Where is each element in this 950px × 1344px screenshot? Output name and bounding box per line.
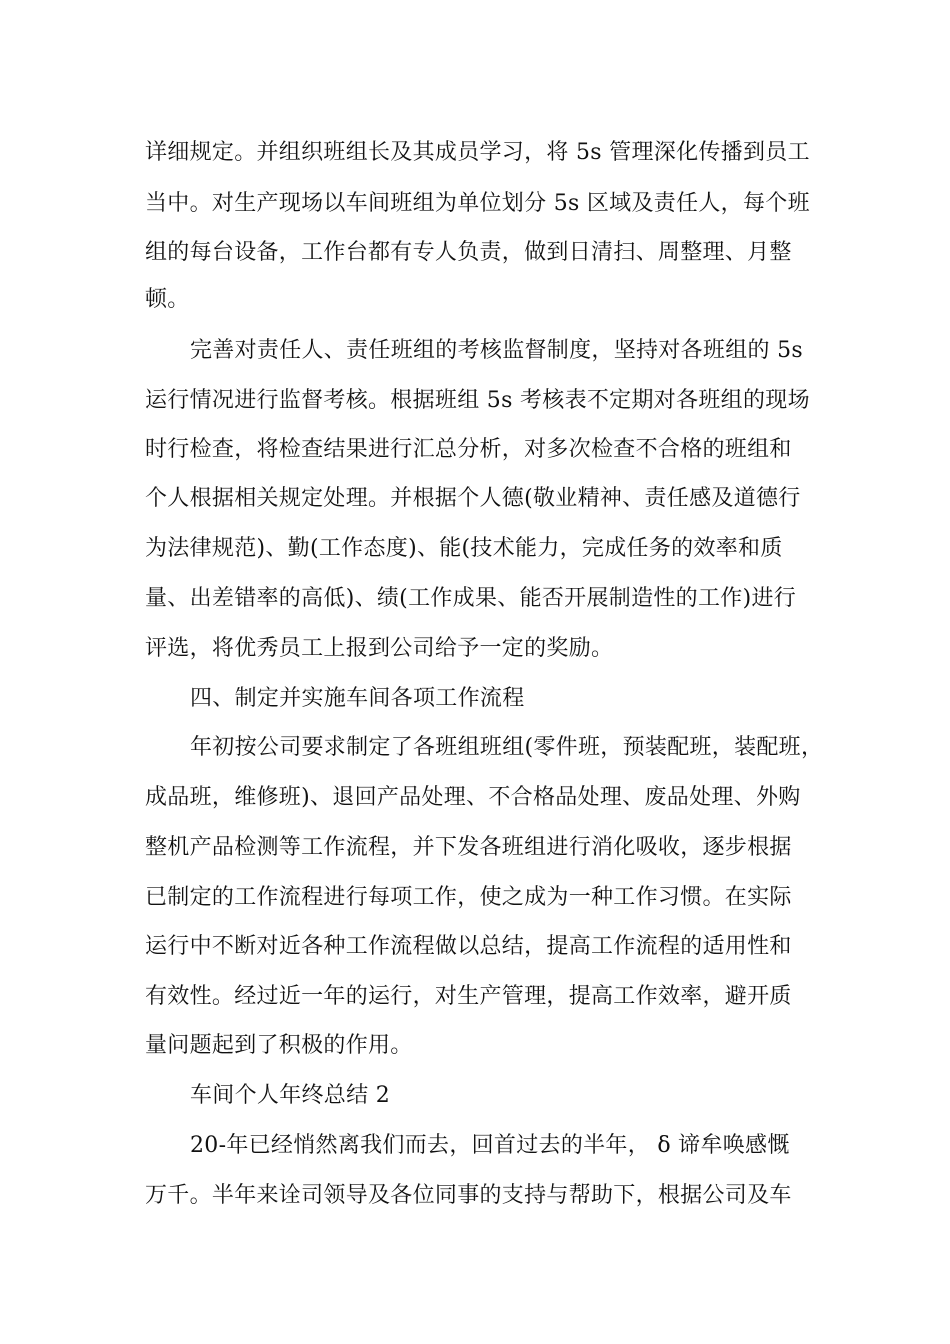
text-line: 顿。 xyxy=(145,287,190,312)
text-line: 为法律规范)、勤(工作态度)、能(技术能力，完成任务的效率和质 xyxy=(145,536,783,561)
text-line: 量问题起到了积极的作用。 xyxy=(145,1033,413,1058)
text-line: 有效性。经过近一年的运行，对生产管理，提高工作效率，避开质 xyxy=(145,984,792,1009)
text-line: 成品班，维修班)、退回产品处理、不合格品处理、废品处理、外购 xyxy=(145,785,801,810)
text-line: 个人根据相关规定处理。并根据个人德(敬业精神、责任感及道德行 xyxy=(145,486,801,511)
text-line: 万千。半年来诠司领导及各位同事的支持与帮助下，根据公司及车 xyxy=(145,1183,792,1208)
text-line: 年初按公司要求制定了各班组班组(零件班，预装配班，装配班， xyxy=(190,735,824,760)
text-line: 量、出差错率的高低)、绩(工作成果、能否开展制造性的工作)进行 xyxy=(145,586,797,611)
text-line: 评选，将优秀员工上报到公司给予一定的奖励。 xyxy=(145,636,614,661)
text-line: 组的每台设备，工作台都有专人负责，做到日清扫、周整理、月整 xyxy=(145,240,792,265)
section-heading: 四、制定并实施车间各项工作流程 xyxy=(190,686,525,711)
text-line: 完善对责任人、责任班组的考核监督制度，坚持对各班组的 5s xyxy=(190,338,803,363)
text-line: 20-年已经悄然离我们而去，回首过去的半年， δ 谛牟唤感慨 xyxy=(190,1133,790,1158)
section-heading: 车间个人年终总结 2 xyxy=(190,1083,390,1108)
text-line: 当中。对生产现场以车间班组为单位划分 5s 区域及责任人，每个班 xyxy=(145,191,810,216)
text-line: 整机产品检测等工作流程，并下发各班组进行消化吸收，逐步根据 xyxy=(145,835,792,860)
text-line: 运行中不断对近各种工作流程做以总结，提高工作流程的适用性和 xyxy=(145,934,792,959)
text-line: 运行情况进行监督考核。根据班组 5s 考核表不定期对各班组的现场 xyxy=(145,388,810,413)
text-line: 已制定的工作流程进行每项工作，使之成为一种工作习惯。在实际 xyxy=(145,885,792,910)
text-line: 时行检查，将检查结果进行汇总分析，对多次检查不合格的班组和 xyxy=(145,437,792,462)
text-line: 详细规定。并组织班组长及其成员学习，将 5s 管理深化传播到员工 xyxy=(145,140,810,165)
